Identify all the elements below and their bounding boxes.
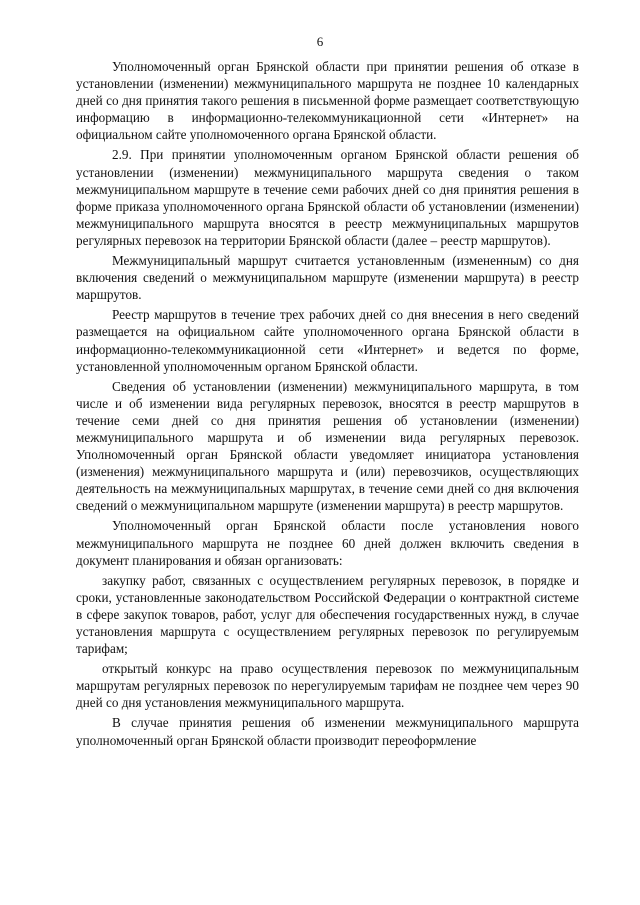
document-body xyxy=(76,58,579,752)
list-item-open-tender: открытый конкурс на право осуществления перевозок по межмуниципальным маршрутам регулярных перевозок по нерегулируемым тарифам не позднее чем через 90 дней со дня установления межмуниципального маршрута. xyxy=(76,661,579,711)
list-item-procurement: закупку работ, связанных с осуществлением регулярных перевозок, в порядке и сроки, установленные законодательством Российской Федерации о контрактной системе в сфере закупок товаров, работ, услуг для обеспечения государственных нужд, в случае установления маршрута с осуществлением регулярных перевозок по регулируемым тарифам; xyxy=(76,572,579,657)
paragraph-route-established: Межмуниципальный маршрут считается установленным (измененным) со дня включения сведений о межмуниципальном маршруте (изменении маршрута) в реестр маршрутов. xyxy=(76,253,579,303)
paragraph-refusal-notice: Уполномоченный орган Брянской области при принятии решения об отказе в установлении (изменении) межмуниципального маршрута не позднее 10 календарных дней со дня принятия такого решения в письменной форме размещает соответствующую информацию в информационно-телекоммуникационной сети «Интернет» на официальном сайте уполномоченного органа Брянской области. xyxy=(76,59,579,143)
paragraph-registry-entries: Сведения об установлении (изменении) межмуниципального маршрута, в том числе и об изменении вида регулярных перевозок, вносятся в реестр маршрутов в течение семи дней со дня принятия решения об установлении (изменении) межмуниципального маршрута и об изменении вида регулярных перевозок. Уполномоченный орган Брянской области уведомляет инициатора установления (изменения) межмуниципального маршрута и (или) перевозчиков, осуществляющих деятельность на межмуниципальных маршрутах, в течение семи дней со дня включения сведений о межмуниципальном маршруте (изменении маршрута) в реестр маршрутов. xyxy=(76,378,579,514)
paragraph-2-9: 2.9. При принятии уполномоченным органом Брянской области решения об установлении (изменении) межмуниципального маршрута сведения о таком межмуниципальном маршруте в течение семи рабочих дней со дня принятия решения в форме приказа уполномоченного органа Брянской области об установлении (изменении) межмуниципального маршрута вносятся в реестр межмуниципальных маршрутов регулярных перевозок на территории Брянской области (далее – реестр маршрутов). xyxy=(76,147,579,248)
paragraph-registry-publication: Реестр маршрутов в течение трех рабочих дней со дня внесения в него сведений размещается на официальном сайте уполномоченного органа Брянской области в информационно-телекоммуникационной сети «Интернет» и ведется по форме, установленной уполномоченным органом Брянской области. xyxy=(76,307,579,374)
page-number: 6 xyxy=(316,34,324,49)
paragraph-new-route-obligations: Уполномоченный орган Брянской области после установления нового межмуниципального маршрута не позднее 60 дней должен включить сведения в документ планирования и обязан организовать: xyxy=(76,518,579,568)
paragraph-route-change: В случае принятия решения об изменении межмуниципального маршрута уполномоченный орган Брянской области производит переоформление xyxy=(76,715,579,748)
